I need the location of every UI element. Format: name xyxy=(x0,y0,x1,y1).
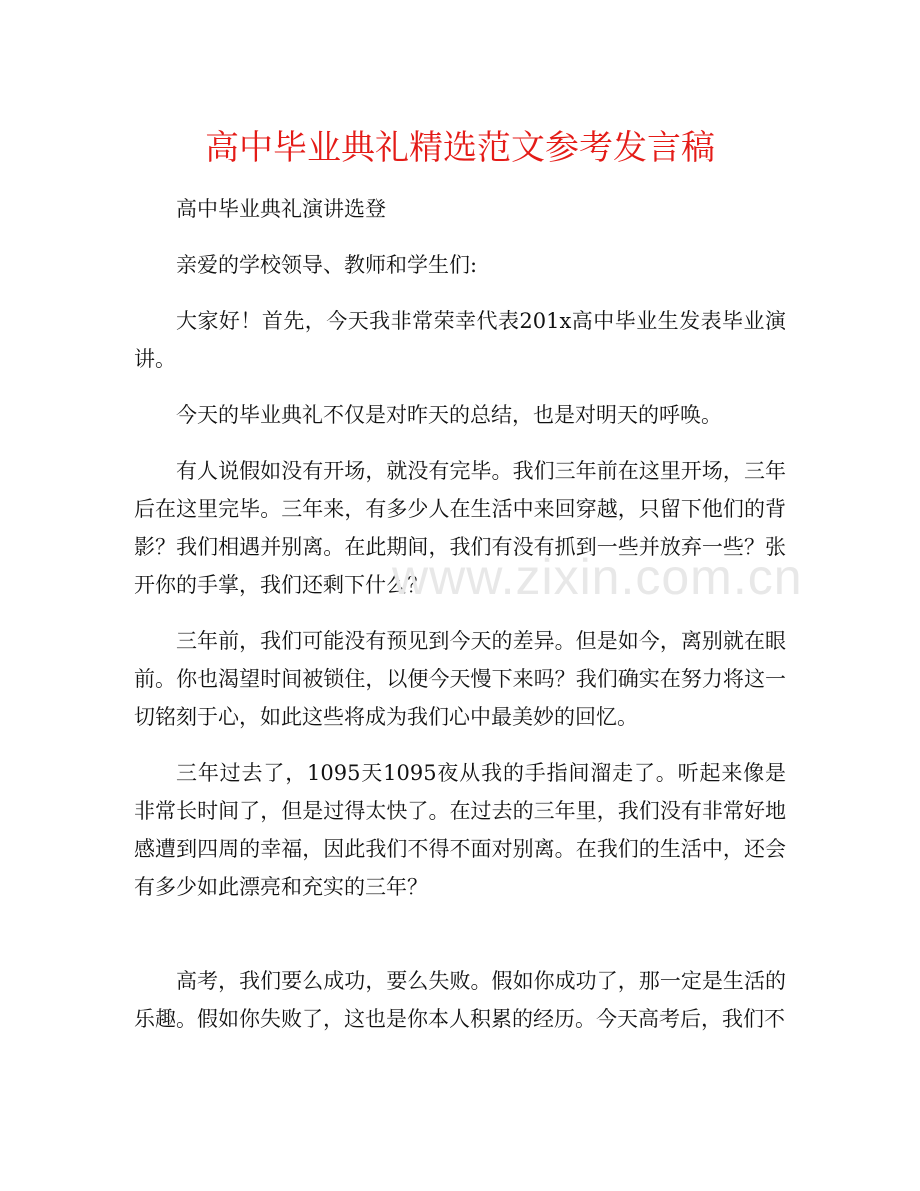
paragraph-1: 大家好！首先，今天我非常荣幸代表201x高中毕业生发表毕业演讲。 xyxy=(134,309,786,371)
greeting: 亲爱的学校领导、教师和学生们: xyxy=(176,253,478,277)
document-subtitle: 高中毕业典礼演讲选登 xyxy=(176,197,386,221)
paragraph-6: 高考，我们要么成功，要么失败。假如你成功了，那一定是生活的乐趣。假如你失败了，这也是你本人积累的经历。今天高考后，我们不 xyxy=(134,969,786,1031)
paragraph-3: 有人说假如没有开场，就没有完毕。我们三年前在这里开场，三年后在这里完毕。三年来，有多少人在生活中来回穿越，只留下他们的背影？我们相遇并别离。在此期间，我们有没有抓到一些并放弃一些？张开你的手掌，我们还剩下什么？ xyxy=(134,459,786,597)
paragraph-2: 今天的毕业典礼不仅是对昨天的总结，也是对明天的呼唤。 xyxy=(176,403,722,427)
paragraph-5: 三年过去了，1095天1095夜从我的手指间溜走了。听起来像是非常长时间了，但是过得太快了。在过去的三年里，我们没有非常好地感遭到四周的幸福，因此我们不得不面对别离。在我们的生活中，还会有多少如此漂亮和充实的三年？ xyxy=(134,761,786,899)
paragraph-4: 三年前，我们可能没有预见到今天的差异。但是如今，离别就在眼前。你也渴望时间被锁住，以便今天慢下来吗？我们确实在努力将这一切铭刻于心，如此这些将成为我们心中最美妙的回忆。 xyxy=(134,629,786,729)
watermark: www.zixin.com.cn xyxy=(392,549,803,605)
page-title: 高中毕业典礼精选范文参考发言稿 xyxy=(205,128,715,168)
